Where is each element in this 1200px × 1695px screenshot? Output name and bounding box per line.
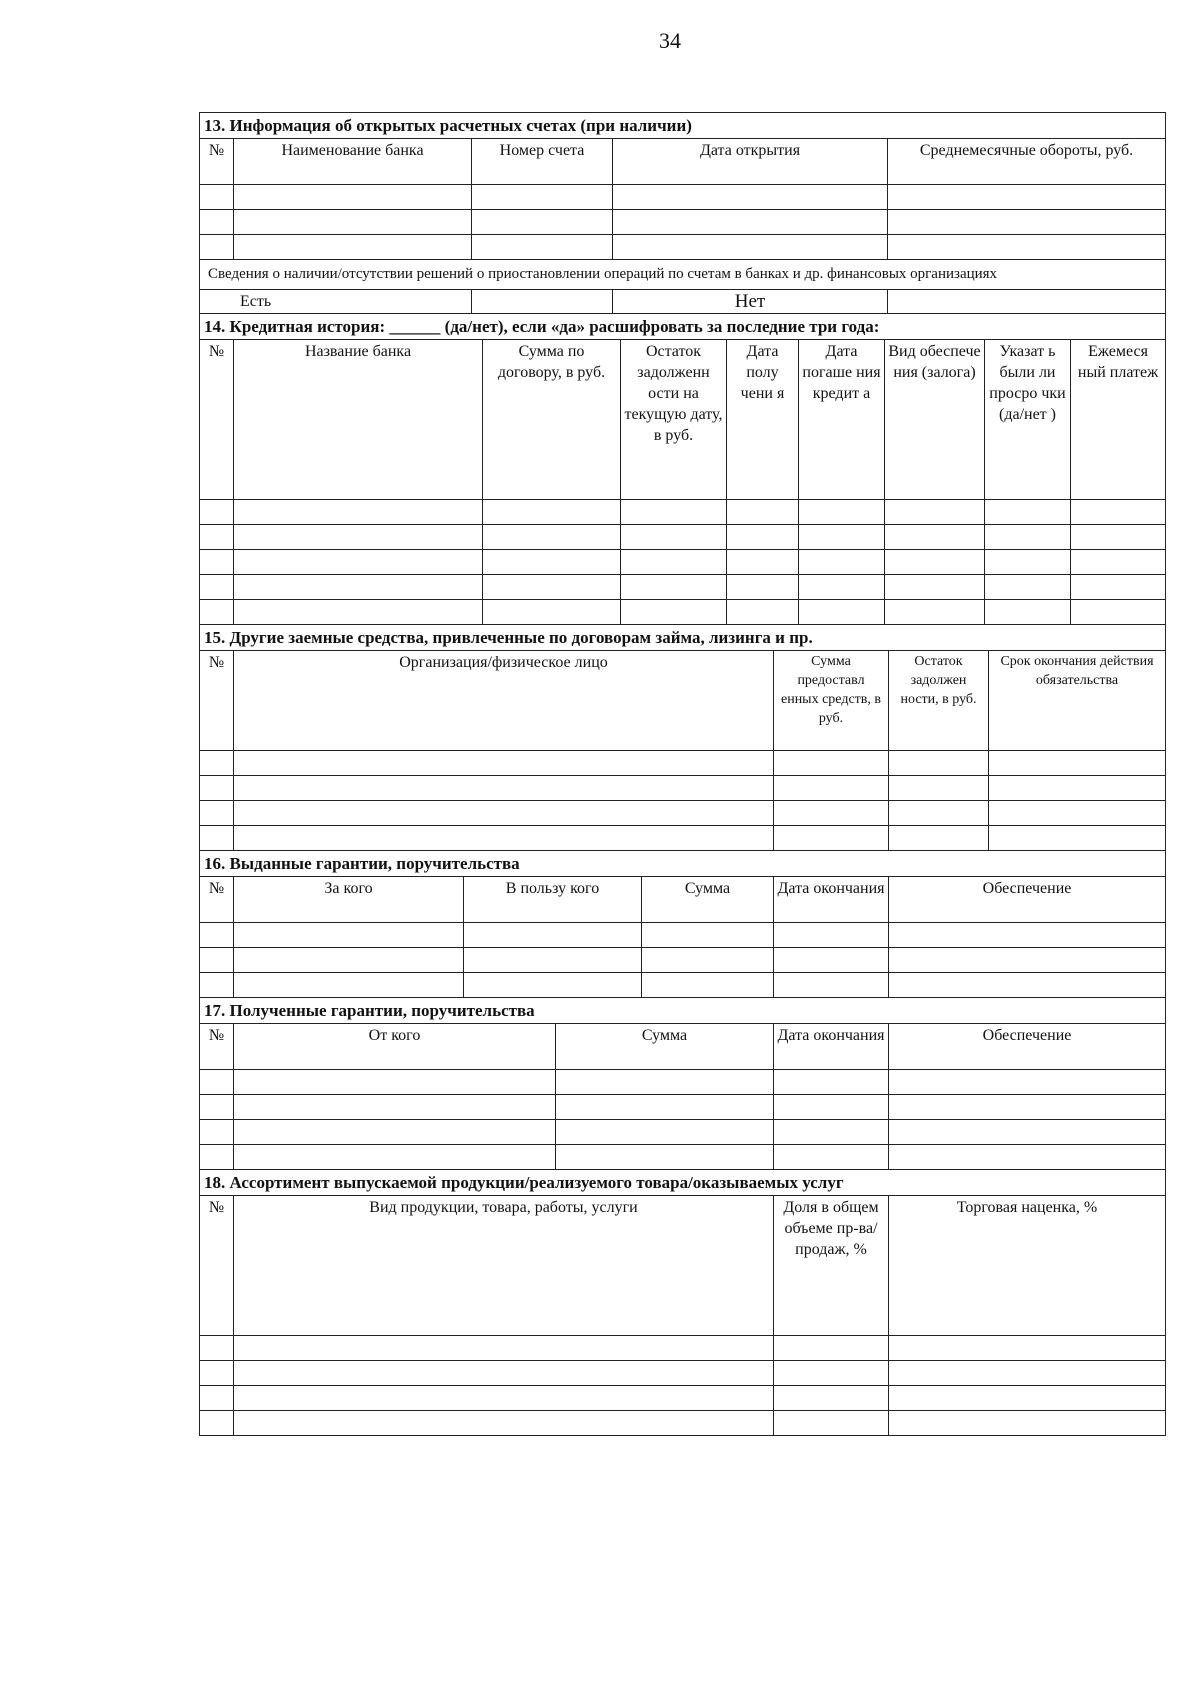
table-row[interactable]: [200, 973, 1166, 998]
no-label: Нет: [613, 290, 888, 314]
questionnaire-form: [199, 112, 1165, 1436]
col-share: Доля в общем объеме пр-ва/продаж, %: [774, 1196, 889, 1336]
section-15-title: 15. Другие заемные средства, привлеченные по договорам займа, лизинга и пр.: [200, 625, 1166, 651]
section-17-title: 17. Полученные гарантии, поручительства: [200, 998, 1166, 1024]
col-debt-balance: Остаток задолжен ности, в руб.: [889, 651, 989, 751]
section-18-table: [199, 1169, 1166, 1436]
col-number: №: [200, 1196, 234, 1336]
table-row[interactable]: [200, 1411, 1166, 1436]
col-end-date: Дата окончания: [774, 877, 889, 923]
col-organization: Организация/физическое лицо: [234, 651, 774, 751]
col-product-type: Вид продукции, товара, работы, услуги: [234, 1196, 774, 1336]
table-row[interactable]: [200, 1386, 1166, 1411]
col-overdue: Указат ь были ли просро чки (да/нет ): [985, 340, 1071, 500]
suspension-notice: Сведения о наличии/отсутствии решений о приостановлении операций по счетам в банках и др. финансовых организациях: [200, 260, 1166, 290]
col-term-end: Срок окончания действия обязательства: [989, 651, 1166, 751]
table-row[interactable]: [200, 500, 1166, 525]
section-13-table: [199, 112, 1166, 314]
col-account-number: Номер счета: [472, 139, 613, 185]
table-row[interactable]: [200, 1361, 1166, 1386]
table-row[interactable]: [200, 600, 1166, 625]
col-from-whom: От кого: [234, 1024, 556, 1070]
section-14-title: 14. Кредитная история: ______ (да/нет), если «да» расшифровать за последние три года:: [200, 314, 1166, 340]
col-bank-name: Название банка: [234, 340, 483, 500]
col-markup: Торговая наценка, %: [889, 1196, 1166, 1336]
col-bank-name: Наименование банка: [234, 139, 472, 185]
col-number: №: [200, 139, 234, 185]
table-row[interactable]: [200, 235, 1166, 260]
table-row[interactable]: [200, 550, 1166, 575]
table-row[interactable]: [200, 751, 1166, 776]
table-row[interactable]: [200, 948, 1166, 973]
no-field[interactable]: [888, 290, 1166, 314]
section-14-table: [199, 313, 1166, 625]
table-row[interactable]: [200, 1070, 1166, 1095]
table-row[interactable]: [200, 525, 1166, 550]
col-receipt-date: Дата полу чени я: [727, 340, 799, 500]
table-row[interactable]: [200, 776, 1166, 801]
table-row[interactable]: [200, 1145, 1166, 1170]
col-repayment-date: Дата погаше ния кредит а: [799, 340, 885, 500]
col-open-date: Дата открытия: [613, 139, 888, 185]
section-18-title: 18. Ассортимент выпускаемой продукции/реализуемого товара/оказываемых услуг: [200, 1170, 1166, 1196]
section-17-table: [199, 997, 1166, 1170]
col-in-favor-of: В пользу кого: [464, 877, 642, 923]
col-provided-sum: Сумма предоставл енных средств, в руб.: [774, 651, 889, 751]
col-number: №: [200, 340, 234, 500]
section-15-table: [199, 624, 1166, 851]
col-number: №: [200, 651, 234, 751]
section-16-title: 16. Выданные гарантии, поручительства: [200, 851, 1166, 877]
col-number: №: [200, 877, 234, 923]
col-sum: Сумма: [642, 877, 774, 923]
col-contract-sum: Сумма по договору, в руб.: [483, 340, 621, 500]
col-sum: Сумма: [556, 1024, 774, 1070]
col-for-whom: За кого: [234, 877, 464, 923]
table-row[interactable]: [200, 210, 1166, 235]
yes-label: Есть: [200, 290, 472, 314]
table-row[interactable]: [200, 185, 1166, 210]
table-row[interactable]: [200, 1120, 1166, 1145]
col-debt-balance: Остаток задолженн ости на текущую дату, в руб.: [621, 340, 727, 500]
section-13-title: 13. Информация об открытых расчетных счетах (при наличии): [200, 113, 1166, 139]
page-number: 34: [659, 28, 681, 53]
col-monthly-payment: Ежемеся ный платеж: [1071, 340, 1166, 500]
col-end-date: Дата окончания: [774, 1024, 889, 1070]
col-collateral-type: Вид обеспече ния (залога): [885, 340, 985, 500]
table-row[interactable]: [200, 575, 1166, 600]
col-collateral: Обеспечение: [889, 877, 1166, 923]
section-16-table: [199, 850, 1166, 998]
col-monthly-turnover: Среднемесячные обороты, руб.: [888, 139, 1166, 185]
table-row[interactable]: [200, 1095, 1166, 1120]
table-row[interactable]: [200, 923, 1166, 948]
yes-field[interactable]: [472, 290, 613, 314]
table-row[interactable]: [200, 1336, 1166, 1361]
col-collateral: Обеспечение: [889, 1024, 1166, 1070]
table-row[interactable]: [200, 826, 1166, 851]
table-row[interactable]: [200, 801, 1166, 826]
col-number: №: [200, 1024, 234, 1070]
